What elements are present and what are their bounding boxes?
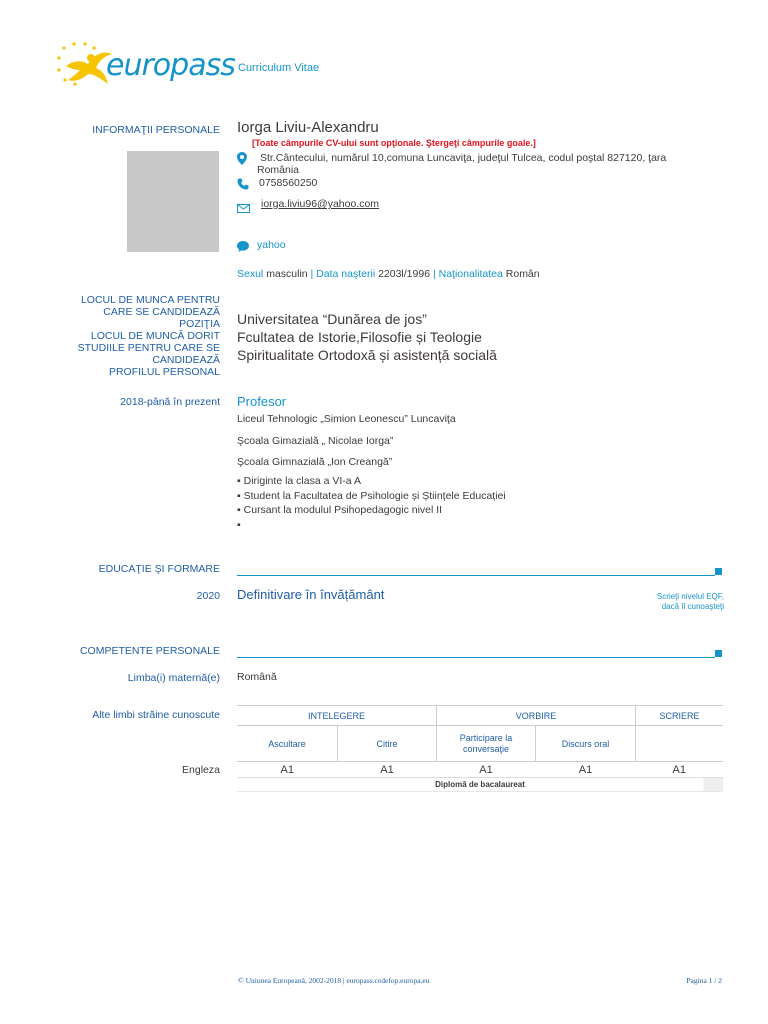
list-item: ▪ Cursant la modulul Psihopedagogic nivel II	[237, 504, 443, 516]
diploma-cell: Diplomă de bacalaureat	[237, 778, 723, 792]
language-table-header	[237, 706, 723, 726]
list-item: ▪ Student la Facultatea de Psihologie și Științele Educației	[237, 489, 506, 502]
language-skills-table	[237, 705, 723, 792]
phone-number: 0758560250	[259, 177, 318, 189]
spoken-interaction-header: Participare la conversaţie	[437, 726, 536, 762]
im-account: yahoo	[257, 239, 286, 251]
understanding-header: INTELEGERE	[237, 706, 437, 726]
other-languages-label: Alte limbi străine cunoscute	[92, 709, 220, 721]
eqf-note-line: dacă îl cunoaşteţi	[661, 602, 724, 611]
listening-header: Ascultare	[237, 726, 338, 762]
position-label-line: POZIŢIA	[179, 318, 220, 330]
reading-header: Citire	[338, 726, 437, 762]
work-bullets	[237, 474, 506, 532]
spoken-production-header: Discurs oral	[536, 726, 636, 762]
footer-page-number: Pagina 1 / 2	[686, 976, 722, 985]
separator: |	[432, 268, 436, 280]
skills-divider	[237, 657, 715, 658]
personal-info-label: INFORMAŢII PERSONALE	[92, 124, 220, 136]
email-envelope-icon	[237, 200, 250, 218]
skills-label: COMPETENTE PERSONALE	[79, 645, 220, 657]
sex-label: Sexul	[237, 268, 264, 280]
europass-logo	[54, 40, 235, 88]
mother-tongue-label: Limba(i) maternă(e)	[127, 672, 220, 684]
position-label-line: PROFILUL PERSONAL	[108, 366, 220, 378]
list-item: ▪	[237, 518, 241, 531]
position-label-line: CARE SE CANDIDEAZĂ	[103, 306, 220, 318]
position-label-line: CANDIDEAZĂ	[152, 354, 220, 366]
address-line-2: România	[257, 164, 300, 176]
level-reading: A1	[338, 762, 437, 778]
education-title: Definitivare în învățământ	[237, 587, 385, 602]
sex-birth-nationality-line	[237, 268, 540, 280]
position-label-line: STUDIILE PENTRU CARE SE	[77, 342, 220, 354]
brand-wordmark: europass	[106, 48, 235, 83]
photo-placeholder	[127, 151, 219, 252]
writing-subheader	[636, 726, 724, 762]
position-faculty: Fcultatea de Istorie,Filosofie și Teologie	[237, 329, 482, 345]
language-table-subheader	[237, 726, 723, 762]
skills-divider-marker	[715, 650, 722, 657]
position-label-line: LOCUL DE MUNCĂ DORIT	[90, 330, 220, 342]
language-level-row	[237, 762, 723, 778]
certificate-row	[237, 778, 723, 792]
sex-value: masculin	[266, 268, 308, 280]
speaking-header: VORBIRE	[437, 706, 636, 726]
document-title: Curriculum Vitae	[238, 62, 320, 74]
list-item: ▪ Diriginte la clasa a VI-a A	[237, 475, 361, 487]
position-label-block	[78, 294, 220, 378]
position-university: Universitatea “Dunărea de jos”	[237, 311, 427, 327]
birth-label: Data naşterii	[316, 268, 376, 280]
school-3: Şcoala Gimnazială „Ion Creangă”	[237, 456, 393, 468]
footer-copyright: © Uniunea Europeană, 2002-2018 | europass.cedefop.europa.eu	[238, 976, 430, 985]
level-writing: A1	[636, 762, 724, 778]
nationality-value: Român	[505, 268, 540, 280]
nationality-label: Naţionalitatea	[438, 268, 503, 280]
eqf-note-line: Scrieţi nivelul EQF,	[656, 592, 724, 601]
position-specialization: Spiritualitate Ortodoxă și asistență socială	[237, 347, 497, 363]
education-divider-marker	[715, 568, 722, 575]
education-date: 2020	[196, 590, 220, 602]
separator: |	[310, 268, 314, 280]
instant-messaging-icon	[237, 239, 249, 257]
language-name: Engleza	[182, 764, 220, 776]
level-listening: A1	[237, 762, 338, 778]
education-divider	[237, 575, 715, 576]
position-values	[237, 310, 497, 364]
work-title: Profesor	[237, 394, 287, 409]
mother-tongue-value: Română	[237, 671, 277, 683]
optional-fields-note: [Toate câmpurile CV-ului sunt opţionale. Ştergeţi câmpurile goale.]	[252, 138, 536, 148]
education-label: EDUCAŢIE ŞI FORMARE	[98, 563, 220, 575]
email-link[interactable]: iorga.liviu96@yahoo.com	[261, 198, 380, 210]
level-production: A1	[536, 762, 636, 778]
address-line-1: Str.Cântecului, numărul 10,comuna Luncaviţa, judeţul Tulcea, codul poştal 827120, ţara	[260, 152, 667, 164]
birth-value: 2203l/1996	[378, 268, 431, 280]
eqf-note	[657, 592, 724, 612]
school-1: Liceul Tehnologic „Simion Leonescu” Luncaviţa	[237, 413, 456, 425]
work-date: 2018-până în prezent	[120, 396, 220, 408]
school-2: Şcoala Gimazială „ Nicolae Iorga”	[237, 435, 394, 447]
position-label-line: LOCUL DE MUNCA PENTRU	[80, 294, 220, 306]
level-interaction: A1	[437, 762, 536, 778]
full-name: Iorga Liviu-Alexandru	[237, 119, 379, 136]
writing-header: SCRIERE	[636, 706, 724, 726]
location-pin-icon	[237, 152, 247, 170]
phone-icon	[237, 177, 249, 195]
